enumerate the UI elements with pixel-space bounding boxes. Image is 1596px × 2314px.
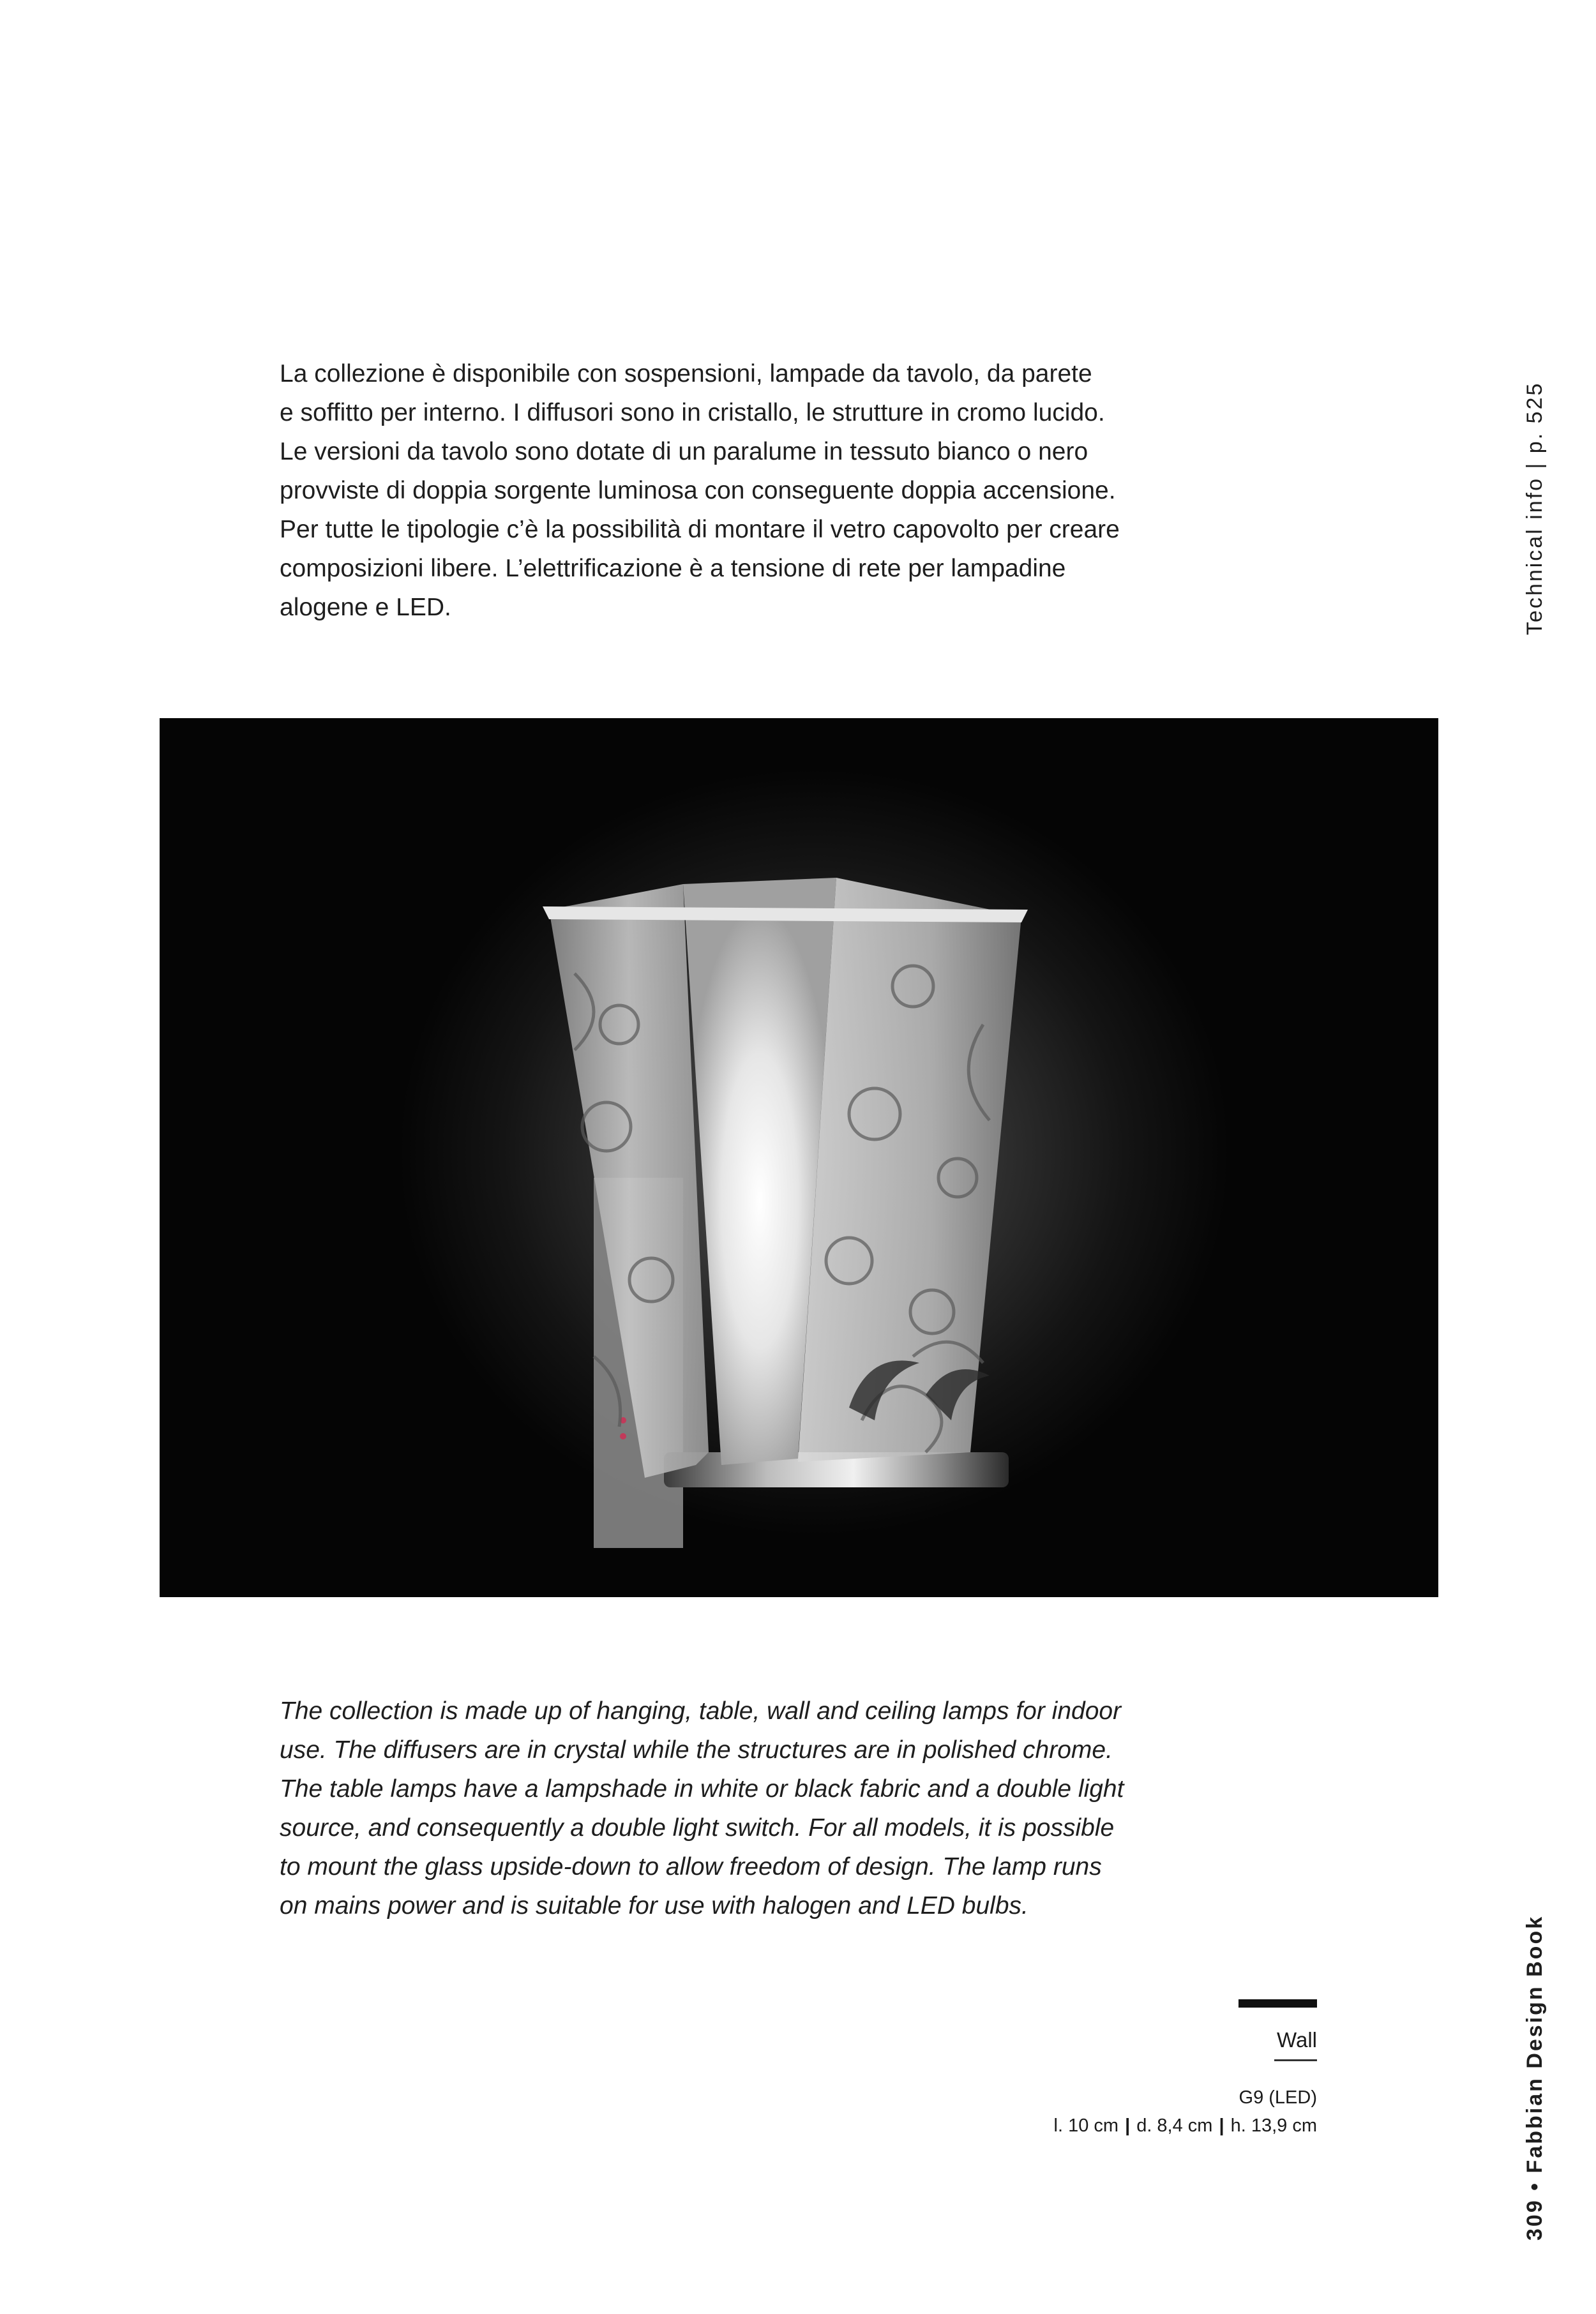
technical-info-reference: Technical info | p. 525 bbox=[1523, 381, 1547, 635]
italian-line: provviste di doppia sorgente luminosa con conseguente doppia accensione. bbox=[280, 477, 1116, 504]
italian-line: Per tutte le tipologie c’è la possibilità di montare il vetro capovolto per creare bbox=[280, 516, 1120, 543]
product-photo bbox=[160, 718, 1438, 1597]
italian-line: La collezione è disponibile con sospensioni, lampade da tavolo, da parete bbox=[280, 360, 1092, 387]
spec-type-label: Wall bbox=[1277, 2028, 1317, 2052]
english-line: The table lamps have a lampshade in white or black fabric and a double light bbox=[280, 1775, 1124, 1803]
english-line: source, and consequently a double light switch. For all models, it is possible bbox=[280, 1814, 1115, 1842]
dimension-length: l. 10 cm bbox=[1053, 2115, 1119, 2136]
dimension-separator: | bbox=[1125, 2115, 1131, 2136]
dimension-depth: d. 8,4 cm bbox=[1136, 2115, 1213, 2136]
italian-line: composizioni libere. L’elettrificazione è a tensione di rete per lampadine bbox=[280, 555, 1066, 582]
spec-underline bbox=[1274, 2059, 1317, 2061]
book-title: Fabbian Design Book bbox=[1523, 1914, 1547, 2174]
english-line: to mount the glass upside-down to allow freedom of design. The lamp runs bbox=[280, 1853, 1102, 1881]
page-number: 309 bbox=[1523, 2198, 1547, 2241]
italian-line: alogene e LED. bbox=[280, 594, 451, 621]
english-line: on mains power and is suitable for use with halogen and LED bulbs. bbox=[280, 1892, 1028, 1920]
dimension-height: h. 13,9 cm bbox=[1230, 2115, 1317, 2136]
wall-lamp-illustration bbox=[160, 718, 1438, 1597]
english-line: The collection is made up of hanging, table, wall and ceiling lamps for indoor bbox=[280, 1697, 1122, 1725]
dimension-separator: | bbox=[1219, 2115, 1224, 2136]
bullet-separator: • bbox=[1523, 2181, 1547, 2191]
page-footer bbox=[1523, 1915, 1547, 2241]
spec-dimensions bbox=[1054, 2112, 1317, 2139]
english-description bbox=[280, 1692, 1199, 1925]
italian-line: e soffitto per interno. I diffusori sono in cristallo, le strutture in cromo lucido. bbox=[280, 399, 1105, 426]
spec-light-source: G9 (LED) bbox=[1238, 2087, 1317, 2108]
english-line: use. The diffusers are in crystal while the structures are in polished chrome. bbox=[280, 1736, 1113, 1764]
spec-accent-bar bbox=[1238, 1999, 1317, 2008]
italian-description bbox=[280, 354, 1199, 627]
italian-line: Le versioni da tavolo sono dotate di un paralume in tessuto bianco o nero bbox=[280, 438, 1088, 465]
